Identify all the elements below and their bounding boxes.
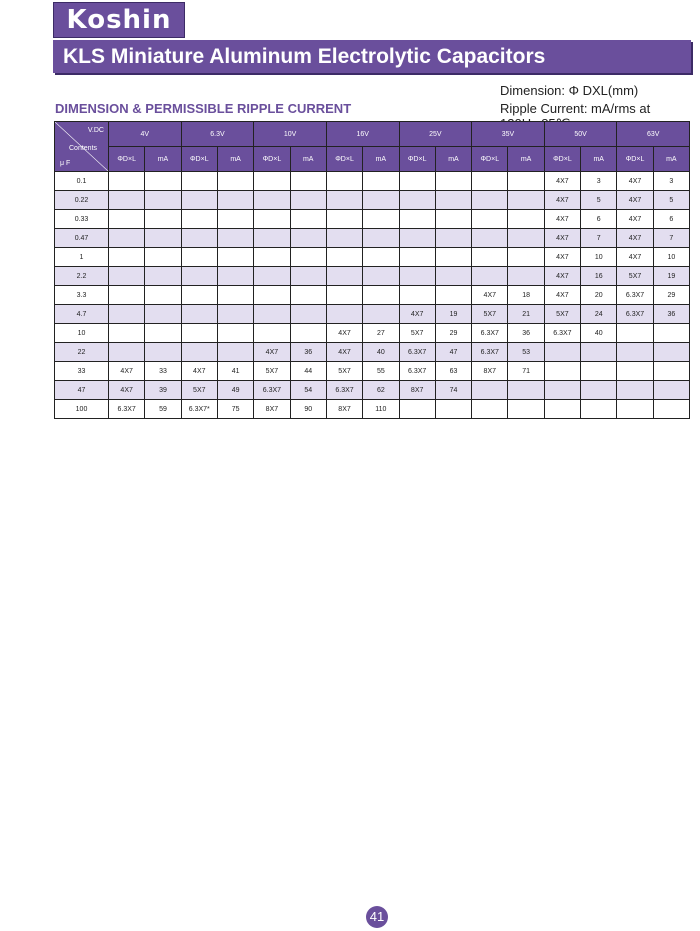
- dimension-cell: [399, 229, 435, 248]
- dimension-cell: [399, 267, 435, 286]
- ripple-current-cell: [653, 381, 689, 400]
- dimension-cell: [617, 400, 653, 419]
- capacitance-cell: 2.2: [55, 267, 109, 286]
- ripple-current-cell: [435, 400, 471, 419]
- ripple-current-cell: 54: [290, 381, 326, 400]
- capacitance-cell: 3.3: [55, 286, 109, 305]
- table-row: [55, 210, 690, 229]
- ripple-current-cell: [145, 191, 181, 210]
- ripple-current-cell: [217, 172, 253, 191]
- ripple-current-cell: 74: [435, 381, 471, 400]
- dimension-cell: [544, 343, 580, 362]
- ripple-current-cell: 110: [363, 400, 399, 419]
- ripple-current-cell: 24: [581, 305, 617, 324]
- ripple-current-cell: [653, 400, 689, 419]
- dimension-cell: 6.3X7: [617, 286, 653, 305]
- ma-subheader: mA: [363, 147, 399, 172]
- ripple-current-cell: [145, 172, 181, 191]
- ripple-current-cell: [653, 362, 689, 381]
- voltage-header: 4V: [109, 122, 182, 147]
- ma-subheader: mA: [290, 147, 326, 172]
- ripple-current-cell: [581, 362, 617, 381]
- dimension-cell: [181, 210, 217, 229]
- dimension-cell: [181, 172, 217, 191]
- dimension-cell: 4X7: [617, 229, 653, 248]
- dimension-cell: 4X7: [617, 210, 653, 229]
- dimension-subheader: ΦD×L: [472, 147, 508, 172]
- ripple-current-cell: 29: [435, 324, 471, 343]
- dimension-cell: [472, 248, 508, 267]
- dimension-cell: 4X7: [109, 381, 145, 400]
- dimension-cell: 5X7: [326, 362, 362, 381]
- ripple-current-cell: 3: [581, 172, 617, 191]
- brand-logo: Koshin: [53, 2, 185, 38]
- dimension-cell: 4X7: [326, 324, 362, 343]
- dimension-cell: [326, 191, 362, 210]
- ripple-current-cell: [363, 229, 399, 248]
- ripple-current-cell: [290, 229, 326, 248]
- ripple-current-cell: [217, 191, 253, 210]
- dimension-cell: 4X7: [544, 191, 580, 210]
- dimension-cell: [181, 229, 217, 248]
- ripple-current-cell: [508, 400, 544, 419]
- dimension-cell: 6.3X7: [399, 343, 435, 362]
- page-title: KLS Miniature Aluminum Electrolytic Capacitors: [53, 40, 691, 73]
- dimension-cell: [326, 229, 362, 248]
- ripple-current-cell: 40: [363, 343, 399, 362]
- ripple-current-cell: [217, 229, 253, 248]
- dimension-subheader: ΦD×L: [326, 147, 362, 172]
- dimension-cell: [326, 172, 362, 191]
- capacitance-cell: 10: [55, 324, 109, 343]
- dimension-cell: [399, 191, 435, 210]
- dimension-cell: [326, 305, 362, 324]
- dimension-subheader: ΦD×L: [181, 147, 217, 172]
- ripple-current-cell: [508, 229, 544, 248]
- ripple-current-cell: [145, 286, 181, 305]
- dimension-cell: [181, 305, 217, 324]
- dimension-cell: 4X7: [617, 191, 653, 210]
- ripple-current-cell: [508, 210, 544, 229]
- dimension-cell: 4X7: [254, 343, 290, 362]
- ripple-current-cell: [290, 305, 326, 324]
- ripple-current-cell: 19: [435, 305, 471, 324]
- page-number: 41: [366, 906, 388, 928]
- ripple-current-cell: 18: [508, 286, 544, 305]
- ripple-current-cell: 90: [290, 400, 326, 419]
- dimension-cell: 5X7: [181, 381, 217, 400]
- dimension-cell: [617, 381, 653, 400]
- dimension-cell: 4X7: [326, 343, 362, 362]
- ripple-current-cell: 6: [653, 210, 689, 229]
- dimension-cell: 8X7: [326, 400, 362, 419]
- ripple-current-cell: 40: [581, 324, 617, 343]
- dimension-cell: [254, 248, 290, 267]
- dimension-cell: [472, 191, 508, 210]
- ma-subheader: mA: [581, 147, 617, 172]
- ma-subheader: mA: [145, 147, 181, 172]
- ripple-current-cell: [581, 400, 617, 419]
- capacitance-cell: 0.1: [55, 172, 109, 191]
- voltage-header-row: [55, 122, 690, 147]
- ripple-current-cell: 53: [508, 343, 544, 362]
- dimension-cell: 5X7: [544, 305, 580, 324]
- ripple-current-cell: [217, 210, 253, 229]
- dimension-cell: 6.3X7: [326, 381, 362, 400]
- dimension-subheader: ΦD×L: [617, 147, 653, 172]
- dimension-cell: 6.3X7: [472, 324, 508, 343]
- dimension-cell: 8X7: [472, 362, 508, 381]
- table-row: [55, 362, 690, 381]
- ripple-current-cell: [435, 248, 471, 267]
- dimension-cell: 6.3X7: [617, 305, 653, 324]
- voltage-header: 35V: [472, 122, 545, 147]
- dimension-cell: [399, 400, 435, 419]
- dimension-cell: [472, 400, 508, 419]
- ripple-current-cell: [145, 210, 181, 229]
- ripple-current-cell: [435, 229, 471, 248]
- dimension-cell: [181, 343, 217, 362]
- dimension-cell: 4X7: [544, 286, 580, 305]
- dimension-cell: [181, 191, 217, 210]
- table-row: [55, 324, 690, 343]
- ripple-current-cell: [363, 172, 399, 191]
- subheader-row: [55, 147, 690, 172]
- table-row: [55, 229, 690, 248]
- dimension-cell: 8X7: [254, 400, 290, 419]
- ripple-current-cell: 41: [217, 362, 253, 381]
- voltage-header: 16V: [326, 122, 399, 147]
- ripple-current-cell: [145, 267, 181, 286]
- dimension-cell: [326, 267, 362, 286]
- dimension-cell: 6.3X7: [109, 400, 145, 419]
- table-body: [55, 172, 690, 419]
- ripple-current-cell: 55: [363, 362, 399, 381]
- ripple-current-cell: [290, 191, 326, 210]
- ripple-current-cell: [363, 210, 399, 229]
- dimension-note: Dimension: Φ DXL(mm): [500, 83, 639, 98]
- corner-vdc-label: V.DC: [87, 127, 104, 134]
- voltage-header: 6.3V: [181, 122, 254, 147]
- capacitance-cell: 0.22: [55, 191, 109, 210]
- ripple-current-cell: [290, 324, 326, 343]
- ripple-current-cell: [508, 248, 544, 267]
- ripple-current-cell: 71: [508, 362, 544, 381]
- ripple-current-cell: 75: [217, 400, 253, 419]
- dimension-cell: [109, 267, 145, 286]
- ripple-current-cell: [363, 305, 399, 324]
- ripple-current-cell: [653, 324, 689, 343]
- table-row: [55, 286, 690, 305]
- ripple-current-cell: [581, 381, 617, 400]
- dimension-cell: 4X7: [544, 210, 580, 229]
- dimension-cell: 5X7: [399, 324, 435, 343]
- dimension-cell: 6.3X7: [472, 343, 508, 362]
- ripple-current-cell: 20: [581, 286, 617, 305]
- dimension-cell: 4X7: [544, 248, 580, 267]
- dimension-cell: [254, 210, 290, 229]
- dimension-subheader: ΦD×L: [544, 147, 580, 172]
- capacitance-cell: 47: [55, 381, 109, 400]
- ripple-current-cell: [508, 191, 544, 210]
- voltage-header: 63V: [617, 122, 690, 147]
- dimension-cell: [617, 324, 653, 343]
- dimension-cell: 6.3X7*: [181, 400, 217, 419]
- section-heading: DIMENSION & PERMISSIBLE RIPPLE CURRENT: [55, 101, 352, 116]
- dimension-cell: [544, 400, 580, 419]
- ripple-current-cell: [290, 267, 326, 286]
- dimension-subheader: ΦD×L: [254, 147, 290, 172]
- table-row: [55, 191, 690, 210]
- ripple-current-cell: [145, 229, 181, 248]
- dimension-cell: 4X7: [399, 305, 435, 324]
- ripple-current-cell: [508, 381, 544, 400]
- dimension-cell: [399, 172, 435, 191]
- table-row: [55, 305, 690, 324]
- ripple-current-cell: 19: [653, 267, 689, 286]
- capacitance-cell: 33: [55, 362, 109, 381]
- voltage-header: 50V: [544, 122, 617, 147]
- dimension-cell: [544, 381, 580, 400]
- dimension-cell: [181, 267, 217, 286]
- ripple-current-cell: 49: [217, 381, 253, 400]
- ripple-current-cell: [508, 172, 544, 191]
- dimension-cell: 6.3X7: [254, 381, 290, 400]
- ma-subheader: mA: [653, 147, 689, 172]
- dimension-cell: 4X7: [181, 362, 217, 381]
- ripple-current-cell: 5: [581, 191, 617, 210]
- dimension-cell: 5X7: [617, 267, 653, 286]
- table-row: [55, 248, 690, 267]
- capacitance-cell: 100: [55, 400, 109, 419]
- dimension-cell: [326, 248, 362, 267]
- table-row: [55, 343, 690, 362]
- dimension-cell: [109, 229, 145, 248]
- dimension-cell: [109, 324, 145, 343]
- dimension-cell: [472, 210, 508, 229]
- ma-subheader: mA: [508, 147, 544, 172]
- dimension-cell: [617, 343, 653, 362]
- ripple-current-cell: [435, 267, 471, 286]
- ma-subheader: mA: [435, 147, 471, 172]
- dimension-cell: [544, 362, 580, 381]
- dimension-cell: 4X7: [617, 248, 653, 267]
- ripple-current-cell: [653, 343, 689, 362]
- dimension-cell: [181, 248, 217, 267]
- dimension-cell: [109, 305, 145, 324]
- dimension-cell: [109, 172, 145, 191]
- dimension-cell: 6.3X7: [399, 362, 435, 381]
- ripple-current-cell: [217, 248, 253, 267]
- ripple-current-cell: 16: [581, 267, 617, 286]
- dimension-cell: [254, 324, 290, 343]
- ripple-current-cell: 5: [653, 191, 689, 210]
- ripple-current-cell: [508, 267, 544, 286]
- ripple-current-cell: [581, 343, 617, 362]
- ripple-current-cell: [145, 305, 181, 324]
- ripple-current-cell: [217, 267, 253, 286]
- ripple-current-cell: 36: [290, 343, 326, 362]
- dimension-cell: [326, 210, 362, 229]
- corner-contents-label: Contents: [69, 145, 98, 152]
- dimension-cell: [399, 210, 435, 229]
- ripple-current-cell: [435, 210, 471, 229]
- dimension-cell: [254, 229, 290, 248]
- ripple-current-cell: 33: [145, 362, 181, 381]
- dimension-cell: 5X7: [254, 362, 290, 381]
- ripple-current-cell: 7: [581, 229, 617, 248]
- dimension-cell: 4X7: [472, 286, 508, 305]
- dimension-cell: [617, 362, 653, 381]
- dimension-cell: 8X7: [399, 381, 435, 400]
- corner-unit-label: μ F: [60, 160, 71, 167]
- header-corner-cell: [55, 122, 109, 172]
- dimension-cell: [399, 286, 435, 305]
- ripple-current-cell: [435, 191, 471, 210]
- ripple-current-cell: [363, 248, 399, 267]
- ripple-current-cell: [145, 343, 181, 362]
- ripple-current-cell: [217, 305, 253, 324]
- dimension-cell: 4X7: [617, 172, 653, 191]
- table-row: [55, 267, 690, 286]
- ripple-current-cell: [145, 324, 181, 343]
- dimension-cell: [254, 267, 290, 286]
- capacitance-cell: 4.7: [55, 305, 109, 324]
- voltage-header: 25V: [399, 122, 472, 147]
- dimension-cell: 4X7: [109, 362, 145, 381]
- ripple-current-cell: [217, 343, 253, 362]
- ripple-current-cell: [363, 286, 399, 305]
- dimension-cell: [109, 210, 145, 229]
- ripple-note: Ripple Current: mA/rms at: [500, 101, 651, 116]
- ripple-current-cell: [290, 210, 326, 229]
- dimension-cell: [109, 286, 145, 305]
- dimension-cell: 4X7: [544, 267, 580, 286]
- ripple-current-cell: [290, 172, 326, 191]
- ripple-current-cell: [290, 248, 326, 267]
- ripple-current-cell: 44: [290, 362, 326, 381]
- ripple-current-cell: [435, 172, 471, 191]
- capacitance-cell: 0.47: [55, 229, 109, 248]
- dimension-cell: [472, 267, 508, 286]
- dimension-cell: [399, 248, 435, 267]
- ripple-current-cell: 39: [145, 381, 181, 400]
- ripple-current-cell: 21: [508, 305, 544, 324]
- dimension-cell: [472, 381, 508, 400]
- dimension-cell: [254, 305, 290, 324]
- ripple-current-cell: 7: [653, 229, 689, 248]
- ripple-current-cell: [363, 191, 399, 210]
- ripple-current-cell: [363, 267, 399, 286]
- ripple-current-cell: 27: [363, 324, 399, 343]
- ripple-current-cell: [217, 286, 253, 305]
- dimension-subheader: ΦD×L: [399, 147, 435, 172]
- ripple-current-cell: 59: [145, 400, 181, 419]
- capacitance-cell: 22: [55, 343, 109, 362]
- dimension-cell: [472, 172, 508, 191]
- ripple-current-cell: 47: [435, 343, 471, 362]
- dimension-cell: 4X7: [544, 229, 580, 248]
- dimension-cell: [254, 286, 290, 305]
- ripple-current-cell: 10: [581, 248, 617, 267]
- dimension-cell: [326, 286, 362, 305]
- ripple-current-cell: [145, 248, 181, 267]
- dimension-cell: [109, 343, 145, 362]
- voltage-header: 10V: [254, 122, 327, 147]
- ripple-current-cell: 36: [508, 324, 544, 343]
- dimension-cell: 5X7: [472, 305, 508, 324]
- ripple-current-cell: 62: [363, 381, 399, 400]
- dimension-cell: 4X7: [544, 172, 580, 191]
- table-row: [55, 381, 690, 400]
- dimension-cell: [254, 172, 290, 191]
- ripple-current-cell: 3: [653, 172, 689, 191]
- ma-subheader: mA: [217, 147, 253, 172]
- table-row: [55, 400, 690, 419]
- ripple-current-cell: 6: [581, 210, 617, 229]
- capacitance-cell: 1: [55, 248, 109, 267]
- dimension-cell: [181, 286, 217, 305]
- dimension-cell: [109, 191, 145, 210]
- ripple-current-cell: 29: [653, 286, 689, 305]
- dimension-cell: [181, 324, 217, 343]
- dimension-subheader: ΦD×L: [109, 147, 145, 172]
- capacitance-cell: 0.33: [55, 210, 109, 229]
- ripple-current-cell: 36: [653, 305, 689, 324]
- ripple-current-cell: [290, 286, 326, 305]
- ripple-current-cell: 10: [653, 248, 689, 267]
- dimension-cell: [472, 229, 508, 248]
- ripple-current-cell: [435, 286, 471, 305]
- ripple-current-cell: [217, 324, 253, 343]
- capacitor-spec-table: [54, 121, 690, 419]
- dimension-cell: 6.3X7: [544, 324, 580, 343]
- dimension-cell: [109, 248, 145, 267]
- table-row: [55, 172, 690, 191]
- dimension-cell: [254, 191, 290, 210]
- ripple-current-cell: 63: [435, 362, 471, 381]
